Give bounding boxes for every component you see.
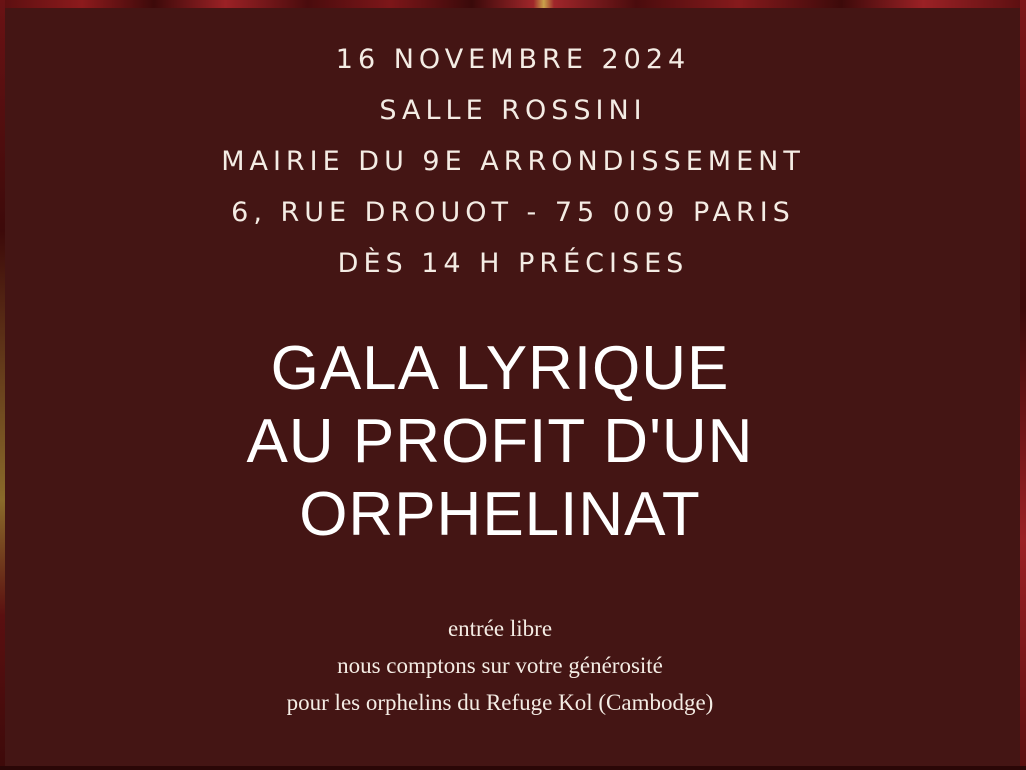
event-title xyxy=(0,332,1000,551)
title-line-2: AU PROFIT D'UN xyxy=(246,407,754,476)
event-time: DÈS 14 H PRÉCISES xyxy=(337,248,689,279)
appeal-note: nous comptons sur votre générosité xyxy=(337,653,663,678)
event-info xyxy=(0,34,1026,289)
event-notes xyxy=(0,610,1000,721)
decorative-top-border xyxy=(0,0,1026,8)
decorative-bottom-border xyxy=(0,766,1026,770)
event-address: 6, RUE DROUOT - 75 009 PARIS xyxy=(231,197,795,228)
title-line-1: GALA LYRIQUE xyxy=(270,334,730,403)
event-date: 16 NOVEMBRE 2024 xyxy=(335,44,691,75)
admission-note: entrée libre xyxy=(447,616,553,641)
event-building: MAIRIE DU 9E ARRONDISSEMENT xyxy=(221,146,805,177)
beneficiary-note: pour les orphelins du Refuge Kol (Cambodge) xyxy=(286,690,714,715)
title-line-3: ORPHELINAT xyxy=(299,480,701,549)
event-venue: SALLE ROSSINI xyxy=(379,95,647,126)
